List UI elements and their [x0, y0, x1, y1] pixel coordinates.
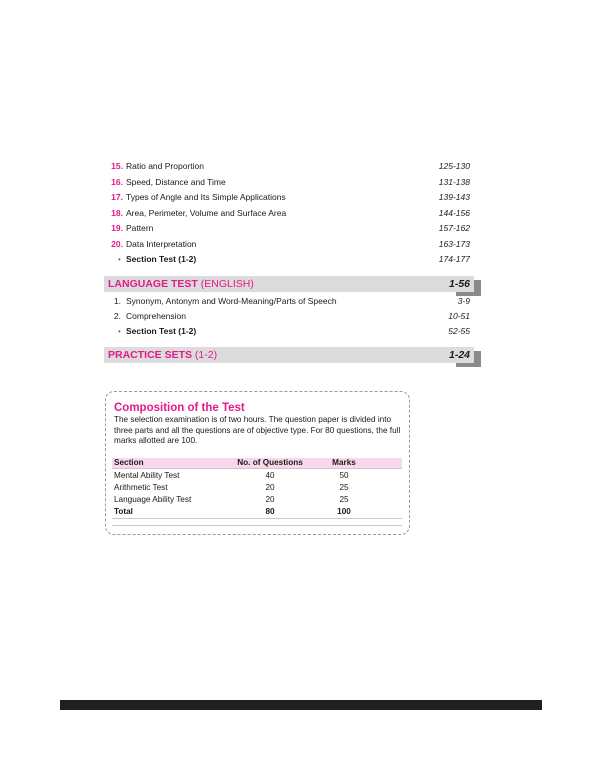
toc-item-title: Ratio and Proportion	[126, 161, 204, 171]
band-label-main: PRACTICE SETS	[108, 349, 193, 361]
toc-item-pages: 139-143	[438, 192, 470, 202]
toc-item-pages: 10-51	[448, 311, 470, 321]
toc-item-title: Speed, Distance and Time	[126, 177, 226, 187]
toc-item-title: Section Test (1-2)	[126, 326, 197, 336]
table-cell-marks: 25	[339, 495, 349, 504]
toc-item-number: 19.	[111, 223, 123, 233]
band-label	[108, 347, 217, 363]
toc-item-title: Pattern	[126, 223, 154, 233]
toc-item-pages: 157-162	[438, 223, 470, 233]
toc-item-title: Area, Perimeter, Volume and Surface Area	[126, 208, 287, 218]
composition-title: Composition of the Test	[114, 402, 245, 414]
table-cell-section: Arithmetic Test	[114, 483, 168, 492]
toc-item-title: Data Interpretation	[126, 239, 197, 249]
toc-language-item-2	[107, 309, 470, 324]
practice-sets-band	[104, 347, 481, 368]
band-bar	[104, 276, 474, 292]
toc-item-16	[107, 175, 470, 190]
toc-item-17	[107, 190, 470, 205]
table-cell-section: Mental Ability Test	[114, 471, 180, 480]
toc-item-title: Synonym, Antonym and Word-Meaning/Parts of Speech	[126, 296, 337, 306]
table-header-section: Section	[114, 458, 144, 467]
table-cell-section: Language Ability Test	[114, 495, 192, 504]
toc-item-number: 1.	[113, 296, 121, 306]
toc-item-pages: 174-177	[438, 254, 470, 264]
toc-item-number: 18.	[111, 208, 123, 218]
table-total-questions: 80	[265, 507, 275, 516]
toc-item-pages: 131-138	[438, 177, 470, 187]
footer-bar	[60, 700, 542, 710]
bullet-icon: •	[118, 327, 121, 336]
toc-item-pages: 3-9	[457, 296, 470, 306]
table-cell-questions: 20	[265, 495, 275, 504]
band-label-suffix: (1-2)	[192, 349, 218, 361]
toc-item-18	[107, 206, 470, 221]
band-range: 1-56	[448, 278, 470, 290]
table-cell-questions: 40	[265, 471, 275, 480]
toc-item-pages: 52-55	[448, 326, 470, 336]
toc-item-number: 17.	[111, 192, 123, 202]
toc-item-title: Comprehension	[126, 311, 187, 321]
toc-item-title: Section Test (1-2)	[126, 254, 197, 264]
toc-item-number: 15.	[111, 161, 123, 171]
band-bar	[104, 347, 474, 363]
table-header-marks: Marks	[332, 458, 356, 467]
table-divider	[112, 518, 402, 519]
toc-item-15	[107, 159, 470, 174]
toc-item-number: 20.	[111, 239, 123, 249]
table-header-questions: No. of Questions	[237, 458, 303, 467]
bullet-icon: •	[118, 255, 121, 264]
table-total-label: Total	[114, 507, 133, 516]
band-label-main: LANGUAGE TEST	[108, 278, 198, 290]
table-cell-marks: 50	[339, 471, 349, 480]
table-cell-marks: 25	[339, 483, 349, 492]
composition-description: The selection examination is of two hours. The question paper is divided into three parts and all the questions are of objective type. For 80 questions, the full marks allotted are 100.	[114, 415, 401, 445]
toc-section-test-language	[107, 324, 470, 339]
band-label-suffix: (ENGLISH)	[197, 278, 254, 290]
toc-item-number: 2.	[113, 311, 121, 321]
table-bottom-rule	[112, 525, 402, 526]
toc-item-pages: 125-130	[438, 161, 470, 171]
band-label	[108, 276, 254, 292]
toc-language-item-1	[107, 294, 470, 309]
toc-item-title: Types of Angle and Its Simple Applications	[126, 192, 286, 202]
table-divider	[112, 468, 402, 469]
toc-item-number: 16.	[111, 177, 123, 187]
toc-item-20	[107, 237, 470, 252]
toc-item-pages: 163-173	[438, 239, 470, 249]
toc-item-19	[107, 221, 470, 236]
table-cell-questions: 20	[265, 483, 275, 492]
table-total-marks: 100	[337, 507, 351, 516]
band-range: 1-24	[448, 349, 470, 361]
toc-section-test-arithmetic	[107, 252, 470, 267]
toc-item-pages: 144-156	[438, 208, 470, 218]
